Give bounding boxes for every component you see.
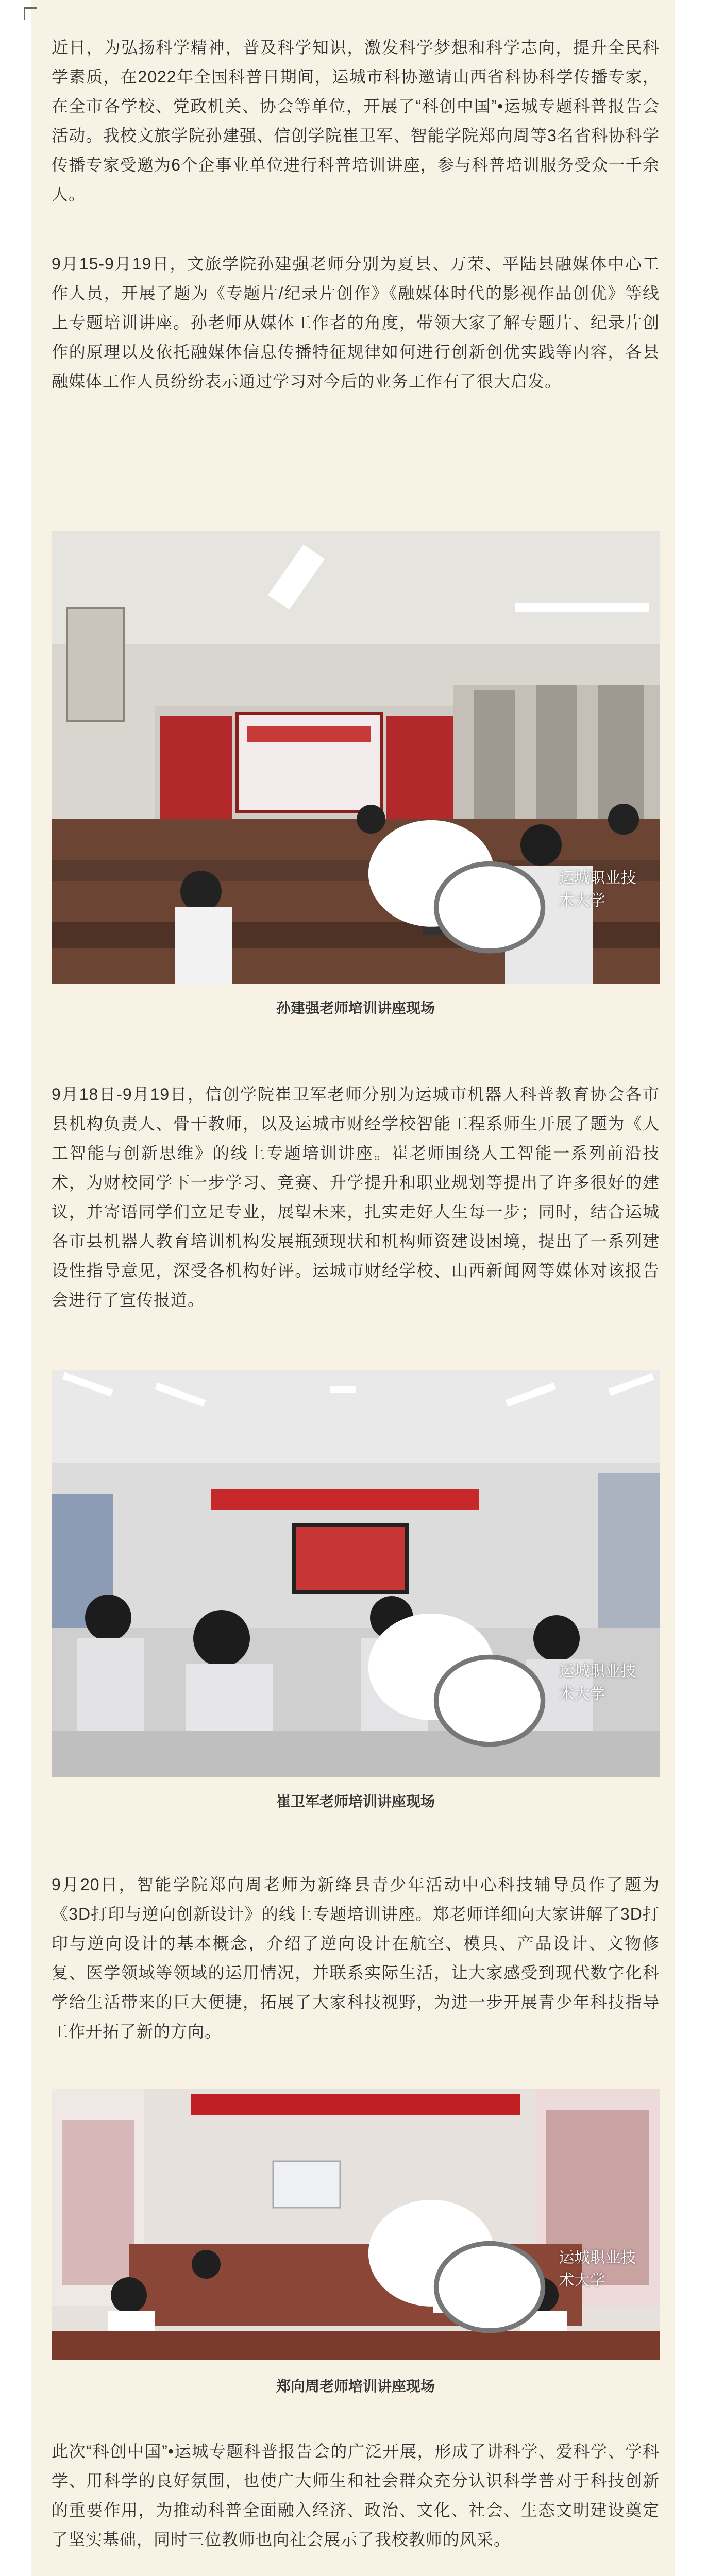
photo-caption-1: 孙建强老师培训讲座现场: [276, 1000, 435, 1016]
watermark-text: 运城职业技术大学: [559, 2249, 636, 2290]
wechat-icon: [359, 810, 552, 965]
wechat-icon: [359, 2190, 552, 2345]
watermark-text: 运城职业技术大学: [559, 870, 636, 910]
paragraph-zheng: 9月20日，智能学院郑向周老师为新绛县青少年活动中心科技辅导员作了题为《3D打印与逆向创新设计》的线上专题培训讲座。郑老师详细向大家讲解了3D打印与逆向设计的基本概念，介绍了逆向设计在航空、模具、产品设计、文物修复、医学领域等领域的运用情况，并联系实际生活，让大家感受到现代数字化科学给生活带来的巨大便捷，拓展了大家科技视野，为进一步开展青少年科技指导工作开拓了新的方向。: [52, 1875, 660, 2041]
paragraph-intro: 近日，为弘扬科学精神，普及科学知识，激发科学梦想和科学志向，提升全民科学素质，在2022年全国科普日期间，运城市科协邀请山西省科协科学传播专家，在全市各学校、党政机关、协会等单位，开展了“科创中国”•运城专题科普报告会活动。我校文旅学院孙建强、信创学院崔卫军、智能学院郑向周等3名省科协科学传播专家受邀为6个企事业单位进行科普培训讲座，参与科普培训服务受众一千余人。: [52, 38, 660, 204]
lecture-photo-1: [52, 531, 660, 984]
wechat-icon: [359, 1604, 552, 1759]
watermark: [359, 1604, 643, 1759]
watermark: [359, 2190, 643, 2345]
paragraph-conclusion: 此次“科创中国”•运城专题科普报告会的广泛开展，形成了讲科学、爱科学、学科学、用科学的良好氛围，也使广大师生和社会群众充分认识科学普对于科技创新的重要作用，为推动科普全面融入经济、政治、文化、社会、生态文明建设奠定了坚实基础，同时三位教师也向社会展示了我校教师的风采。: [52, 2442, 660, 2549]
watermark: [359, 810, 643, 965]
watermark-text: 运城职业技术大学: [559, 1663, 636, 1703]
lecture-photo-3: [52, 2089, 660, 2360]
photo-caption-3: 郑向周老师培训讲座现场: [276, 2378, 435, 2394]
photo-caption-2: 崔卫军老师培训讲座现场: [276, 1793, 435, 1809]
paragraph-cui: 9月18日-9月19日，信创学院崔卫军老师分别为运城市机器人科普教育协会各市县机构负责人、骨干教师，以及运城市财经学校智能工程系师生开展了题为《人工智能与创新思维》的线上专题培训讲座。崔老师围绕人工智能一系列前沿技术，为财校同学下一步学习、竞赛、升学提升和职业规划等提出了许多很好的建议，并寄语同学们立足专业，展望未来，扎实走好人生每一步；同时，结合运城各市县机器人教育培训机构发展瓶颈现状和机构师资建设困境，提出了一系列建设性指导意见，深受各机构好评。运城市财经学校、山西新闻网等媒体对该报告会进行了宣传报道。: [52, 1085, 660, 1309]
lecture-photo-2: [52, 1370, 660, 1777]
paragraph-sun: 9月15-9月19日，文旅学院孙建强老师分别为夏县、万荣、平陆县融媒体中心工作人员，开展了题为《专题片/纪录片创作》《融媒体时代的影视作品创优》等线上专题培训讲座。孙老师从媒体工作者的角度，带领大家了解专题片、纪录片创作的原理以及依托融媒体信息传播特征规律如何进行创新创优实践等内容，各县融媒体工作人员纷纷表示通过学习对今后的业务工作有了很大启发。: [52, 255, 660, 391]
corner-bracket: [24, 7, 37, 20]
